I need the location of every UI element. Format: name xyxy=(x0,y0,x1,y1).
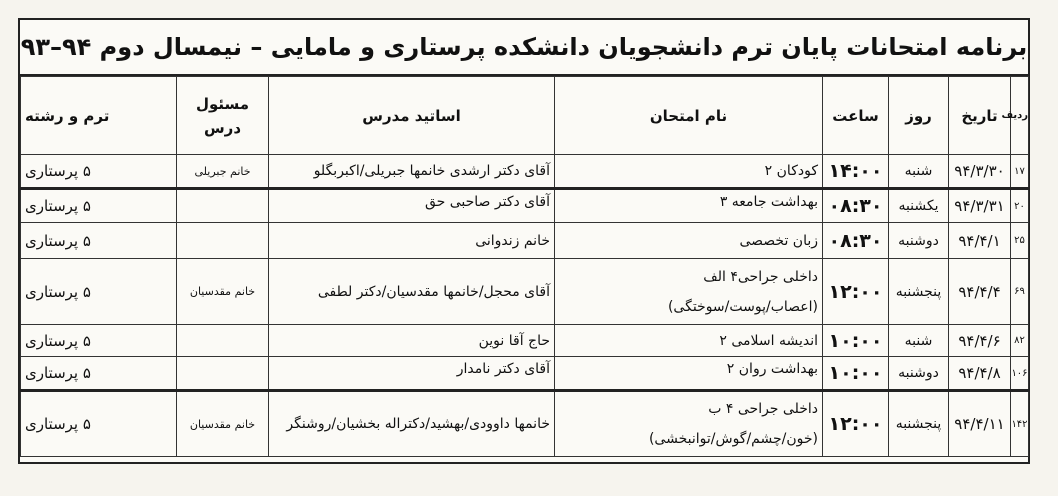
row-exam-name: زبان تخصصی xyxy=(555,223,823,259)
row-responsible: خانم مقدسیان xyxy=(177,259,269,325)
row-term-text: ۵ پرستاری xyxy=(25,282,91,301)
row-term-text: ۵ پرستاری xyxy=(25,331,91,350)
row-exam-name: کودکان ۲ xyxy=(555,155,823,189)
row-day: پنجشنبه xyxy=(889,391,949,457)
row-teachers: آقای دکتر نامدار xyxy=(269,357,555,391)
table-row xyxy=(21,391,1029,457)
row-responsible xyxy=(177,325,269,357)
row-idx: ۸۲ xyxy=(1011,325,1029,357)
schedule-table xyxy=(20,76,1029,457)
row-date: ۹۴/۴/۸ xyxy=(949,357,1011,391)
row-term xyxy=(21,189,177,223)
row-term xyxy=(21,391,177,457)
row-term-text: ۵ پرستاری xyxy=(25,231,91,250)
row-responsible: خانم جبریلی xyxy=(177,155,269,189)
header-responsible xyxy=(177,77,269,155)
row-time: ۱۰:۰۰ xyxy=(823,357,889,391)
row-date: ۹۴/۴/۱۱ xyxy=(949,391,1011,457)
row-exam-name-cell xyxy=(555,259,823,325)
row-term-text: ۵ پرستاری xyxy=(25,197,91,215)
row-date: ۹۴/۴/۴ xyxy=(949,259,1011,325)
row-responsible xyxy=(177,189,269,223)
header-date: تاریخ xyxy=(949,77,1011,155)
row-date: ۹۴/۳/۳۰ xyxy=(949,155,1011,189)
header-row xyxy=(21,77,1029,155)
row-teachers: خانم زندوانی xyxy=(269,223,555,259)
row-exam-name: اندیشه اسلامی ۲ xyxy=(555,325,823,357)
row-time: ۰۸:۳۰ xyxy=(823,223,889,259)
row-exam-subtitle: (اعصاب/پوست/سوختگی) xyxy=(667,298,818,315)
row-exam-name: بهداشت جامعه ۳ xyxy=(555,189,823,223)
table-row xyxy=(21,325,1029,357)
row-responsible: خانم مقدسیان xyxy=(177,391,269,457)
row-teachers: آقای دکتر ارشدی خانمها جبریلی/اکبربگلو xyxy=(269,155,555,189)
row-teachers: خانمها داوودی/بهشید/دکتراله بخشیان/روشنگر xyxy=(269,391,555,457)
row-teachers: آقای محجل/خانمها مقدسیان/دکتر لطفی xyxy=(269,259,555,325)
row-day: دوشنبه xyxy=(889,357,949,391)
row-date: ۹۴/۴/۶ xyxy=(949,325,1011,357)
header-responsible-line1: مسئول xyxy=(195,94,250,113)
row-idx: ۱۷ xyxy=(1011,155,1029,189)
table-row xyxy=(21,155,1029,189)
table-row xyxy=(21,357,1029,391)
row-time: ۱۴:۰۰ xyxy=(823,155,889,189)
row-day: شنبه xyxy=(889,325,949,357)
header-exam-name: نام امتحان xyxy=(555,77,823,155)
table-row xyxy=(21,189,1029,223)
row-exam-name: بهداشت روان ۲ xyxy=(555,357,823,391)
row-day: پنجشنبه xyxy=(889,259,949,325)
row-responsible xyxy=(177,357,269,391)
row-time: ۱۲:۰۰ xyxy=(823,391,889,457)
row-term xyxy=(21,223,177,259)
row-time: ۱۰:۰۰ xyxy=(823,325,889,357)
row-teachers: آقای دکتر صاحبی حق xyxy=(269,189,555,223)
header-day: روز xyxy=(889,77,949,155)
row-idx: ۲۵ xyxy=(1011,223,1029,259)
row-idx: ۶۹ xyxy=(1011,259,1029,325)
row-term-text: ۵ پرستاری xyxy=(25,162,91,180)
table-row xyxy=(21,259,1029,325)
row-day: دوشنبه xyxy=(889,223,949,259)
row-responsible xyxy=(177,223,269,259)
row-exam-name-cell xyxy=(555,391,823,457)
row-term xyxy=(21,325,177,357)
header-term: ترم و رشته xyxy=(21,77,177,155)
header-idx: ردیف xyxy=(1011,77,1029,155)
row-day: یکشنبه xyxy=(889,189,949,223)
row-term xyxy=(21,155,177,189)
row-date: ۹۴/۳/۳۱ xyxy=(949,189,1011,223)
row-idx: ۲۰ xyxy=(1011,189,1029,223)
row-teachers: حاج آقا نوین xyxy=(269,325,555,357)
header-responsible-line2: درس xyxy=(203,118,242,137)
row-exam-name: داخلی جراحی۴ الف xyxy=(703,268,818,285)
row-exam-subtitle: (خون/چشم/گوش/توانبخشی) xyxy=(648,431,818,447)
header-teachers: اساتید مدرس xyxy=(269,77,555,155)
table-row xyxy=(21,223,1029,259)
row-term-text: ۵ پرستاری xyxy=(25,415,91,433)
row-term-text: ۵ پرستاری xyxy=(25,364,91,382)
schedule-frame xyxy=(18,18,1030,464)
header-time: ساعت xyxy=(823,77,889,155)
row-exam-name: داخلی جراحی ۴ ب xyxy=(708,401,818,417)
row-term xyxy=(21,259,177,325)
row-day: شنبه xyxy=(889,155,949,189)
page-title: برنامه امتحانات پایان ترم دانشجویان دانشکده پرستاری و مامایی – نیمسال دوم ۹۴–۹۳ xyxy=(20,20,1028,76)
row-idx: ۱۴۲ xyxy=(1011,391,1029,457)
row-term xyxy=(21,357,177,391)
row-idx: ۱۰۶ xyxy=(1011,357,1029,391)
row-time: ۰۸:۳۰ xyxy=(823,189,889,223)
row-time: ۱۲:۰۰ xyxy=(823,259,889,325)
row-date: ۹۴/۴/۱ xyxy=(949,223,1011,259)
